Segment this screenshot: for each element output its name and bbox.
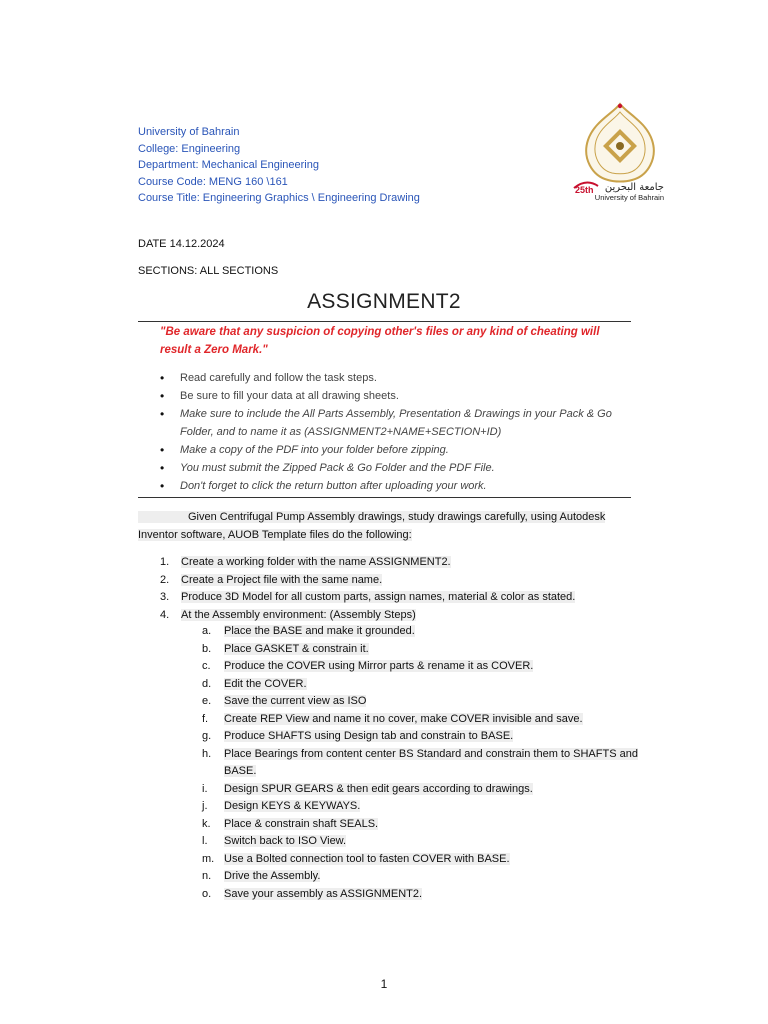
instruction-item: • Don't forget to click the return button after uploading your work. <box>160 477 632 495</box>
instruction-item: • Make a copy of the PDF into your folder before zipping. <box>160 441 632 459</box>
svg-text:جامعة البحرين: جامعة البحرين <box>604 182 664 193</box>
step-item: 3. Produce 3D Model for all custom parts, assign names, material & color as stated. <box>160 591 576 603</box>
course-title: Course Title: Engineering Graphics \ Engineering Drawing <box>138 192 420 204</box>
step-item: 1. Create a working folder with the name ASSIGNMENT2. <box>160 556 451 568</box>
substep-item: n. Drive the Assembly. <box>202 870 321 882</box>
substep-item: d. Edit the COVER. <box>202 677 307 690</box>
steps-list <box>160 554 630 624</box>
university-name: University of Bahrain <box>138 126 240 138</box>
substep-item: e. Save the current view as ISO <box>202 695 367 707</box>
assignment-date: DATE 14.12.2024 <box>138 238 225 250</box>
substep-item: g. Produce SHAFTS using Design tab and constrain to BASE. <box>202 730 514 742</box>
task-intro <box>138 509 618 544</box>
substep-item: f. Create REP View and name it no cover, make COVER invisible and save. <box>202 712 583 725</box>
substep-item: a. Place the BASE and make it grounded. <box>202 625 415 637</box>
substep-item: j. Design KEYS & KEYWAYS. <box>202 800 361 812</box>
task-intro-text: Given Centrifugal Pump Assembly drawings, study drawings carefully, using Autodesk Inventor software, AUOB Template files do the following: <box>138 511 606 541</box>
substep-item: i. Design SPUR GEARS & then edit gears according to drawings. <box>202 782 533 795</box>
substep-item: m. Use a Bolted connection tool to fasten COVER with BASE. <box>202 852 510 865</box>
substep-item: b. Place GASKET & constrain it. <box>202 642 369 655</box>
cheating-warning: "Be aware that any suspicion of copying other's files or any kind of cheating will result a Zero Mark." <box>160 326 600 356</box>
instruction-item: • Read carefully and follow the task steps. <box>160 369 632 387</box>
instructions-bottom-rule <box>138 497 631 498</box>
svg-text:25th: 25th <box>575 185 594 195</box>
assignment-sections: SECTIONS: ALL SECTIONS <box>138 265 279 277</box>
warning-top-rule <box>138 321 631 322</box>
substep-item: o. Save your assembly as ASSIGNMENT2. <box>202 887 423 900</box>
page-title: ASSIGNMENT2 <box>307 290 461 313</box>
substep-item: l. Switch back to ISO View. <box>202 835 347 847</box>
substep-item: c. Produce the COVER using Mirror parts & rename it as COVER. <box>202 660 534 672</box>
instruction-item: • Be sure to fill your data at all drawing sheets. <box>160 387 632 405</box>
university-seal-icon <box>572 100 668 204</box>
substep-item: k. Place & constrain shaft SEALS. <box>202 817 379 830</box>
instructions-list <box>160 369 632 495</box>
university-info <box>138 124 420 207</box>
page-number: 1 <box>380 977 388 991</box>
department-name: Department: Mechanical Engineering <box>138 159 319 171</box>
svg-text:University of Bahrain: University of Bahrain <box>594 193 664 202</box>
instruction-item: • Make sure to include the All Parts Assembly, Presentation & Drawings in your Pack & Go Folder, and to name it as (ASSIGNMENT2+NAME+SECTION+ID) <box>160 405 632 441</box>
substep-item: h. Place Bearings from content center BS Standard and constrain them to SHAFTS and BASE. <box>202 747 638 777</box>
instruction-item: • You must submit the Zipped Pack & Go Folder and the PDF File. <box>160 459 632 477</box>
step-item: 4. At the Assembly environment: (Assembly Steps) <box>160 608 416 621</box>
assembly-substeps-list <box>202 623 642 903</box>
university-logo <box>572 100 668 204</box>
step-item: 2. Create a Project file with the same name. <box>160 573 383 586</box>
course-code: Course Code: MENG 160 \161 <box>138 175 288 188</box>
college-name: College: Engineering <box>138 142 241 155</box>
